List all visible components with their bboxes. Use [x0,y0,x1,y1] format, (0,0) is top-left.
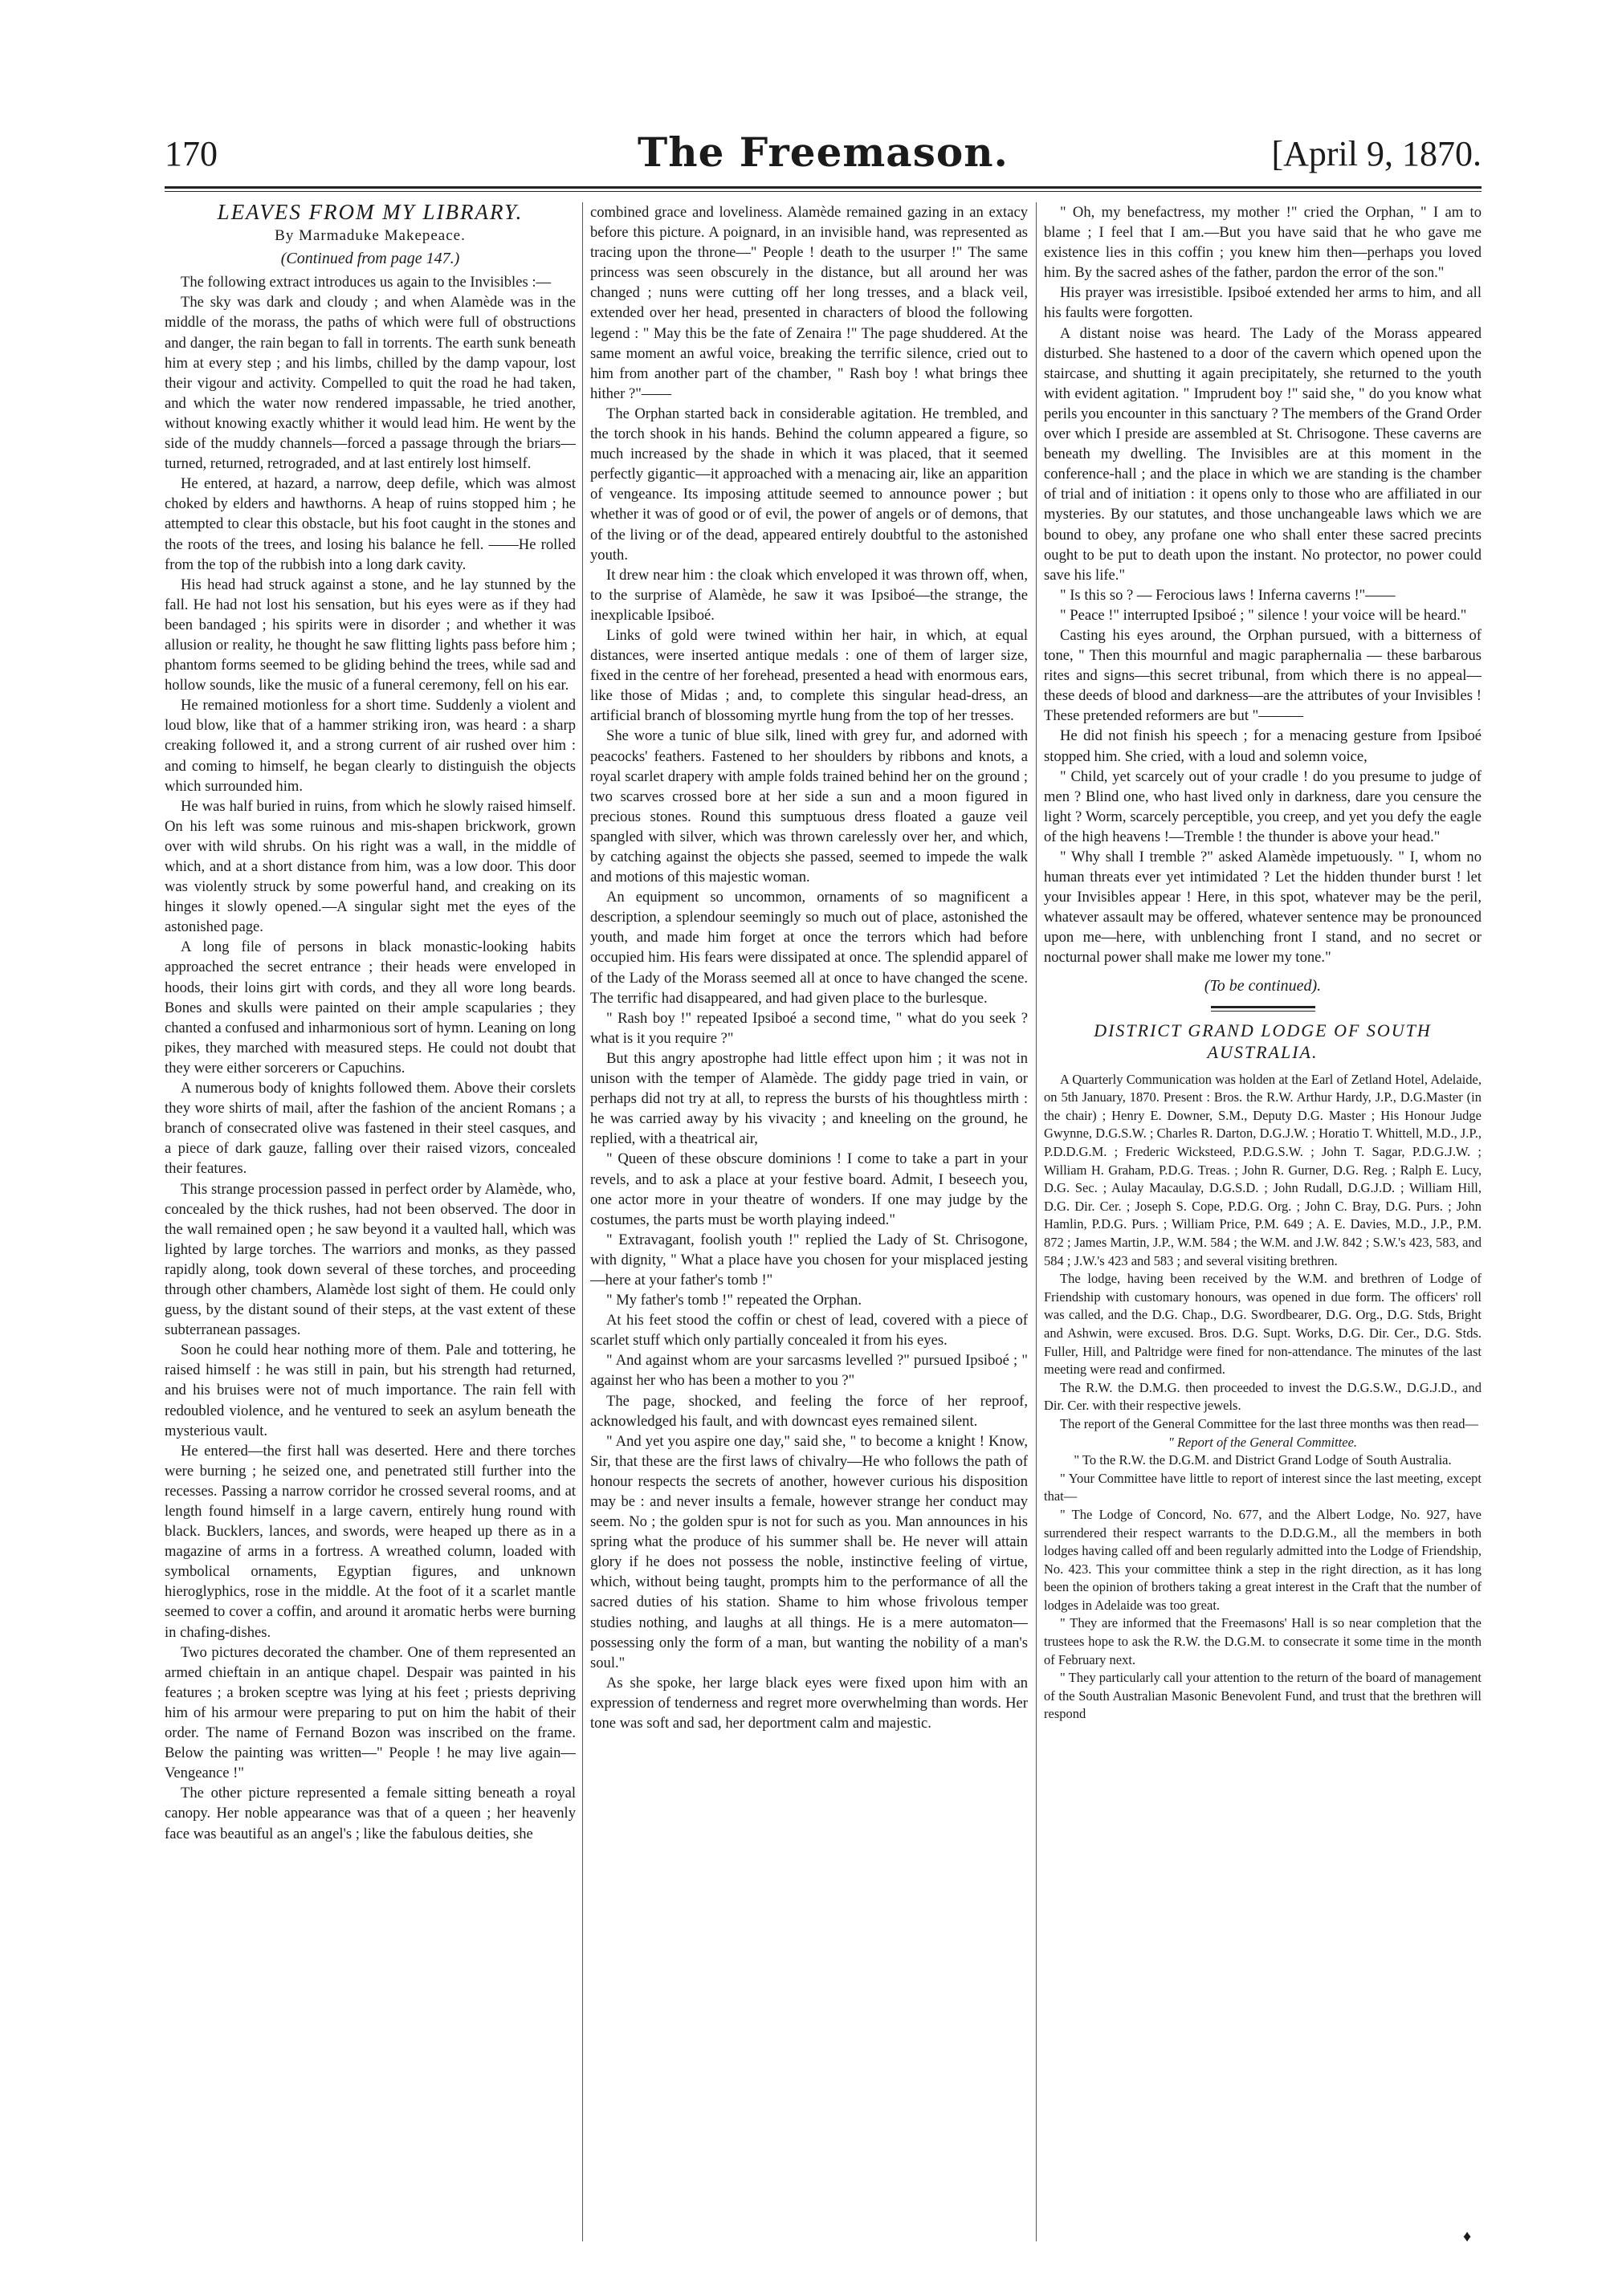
end-mark-icon: ♦ [1463,2228,1472,2245]
paragraph: " Is this so ? — Ferocious laws ! Inferna caverns !"—— [1060,586,1396,604]
paragraph: His prayer was irresistible. Ipsiboé extended her arms to him, and all his faults were forgotten. [1044,284,1482,322]
paragraph: " And against whom are your sarcasms levelled ?" pursued Ipsiboé ; " against her who has been a mother to you ?" [590,1352,1028,1390]
issue-date: [April 9, 1870. [1271,134,1482,173]
paragraph: " Your Committee have little to report of interest since the last meeting, except that— [1044,1470,1482,1504]
paragraph: " Child, yet scarcely out of your cradle ! do you presume to judge of men ? Blind one, who hast lived only in darkness, dare you censure the light ? Worm, scarcely perceptible, you creep, and yet you defy the eagle of the high heavens !—Tremble ! the thunder is above your head." [1044,767,1482,845]
paragraph: Links of gold were twined within her hair, in which, at equal distances, were inserted antique medals : one of them of larger size, fixed in the centre of her forehead, presented a head with enormous ears, like those of Midas ; and, to complete this singular head-dress, an artificial branch of blossoming myrtle hung from the top of her tresses. [590,626,1028,725]
paragraph: It drew near him : the cloak which enveloped it was thrown off, when, to the surprise of Alamède, he saw it was Ipsiboé—the strange, the inexplicable Ipsiboé. [590,566,1028,624]
paragraph: " Extravagant, foolish youth !" replied the Lady of St. Chrisogone, with dignity, " What a place have you chosen for your misplaced jesting—here at your father's tomb !" [590,1231,1028,1288]
paragraph: The sky was dark and cloudy ; and when Alamède was in the middle of the morass, the paths of which were full of obstructions and danger, the rain began to fall in torrents. The earth sunk beneath him at every step ; and his limbs, chilled by the damp vapour, lost their vigour and activity. Compelled to quit the road he had taken, and which the water now rendered impassable, he tried another, without knowing exactly whither it would lead him. He went by the side of the muddy channels—forced a passage through the briars—turned, returned, retrograded, and at last entirely lost himself. [165,294,576,473]
paragraph: " To the R.W. the D.G.M. and District Grand Lodge of South Australia. [1074,1452,1452,1468]
continued-note: (Continued from page 147.) [280,250,460,268]
paragraph: He entered, at hazard, a narrow, deep defile, which was almost choked by elders and hawthorns. A heap of ruins stopped him ; he attempted to clear this obstacle, but his foot caught in the stones and the roots of the trees, and losing his balance he fell. ——He rolled from the top of the rubbish into a long dark cavity. [165,475,576,573]
masthead [165,128,1482,185]
paragraph: " My father's tomb !" repeated the Orphan. [606,1292,862,1309]
paragraph: " Why shall I tremble ?" asked Alamède impetuously. " I, whom no human threats ever yet intimidated ? Let the hidden thunder burst ! let your Invisibles appear ! Here, in this spot, whatever may be the peril, whatever assault may be offered, whatever sentence may be pronounced upon me—here, with unblenching front I stand, and no secret or nocturnal power shall make me lower my tone." [1044,849,1482,967]
paragraph: " Peace !" interrupted Ipsiboé ; " silence ! your voice will be heard." [1060,606,1467,624]
paragraph: The Orphan started back in considerable agitation. He trembled, and the torch shook in his hands. Behind the column appeared a figure, so much increased by the shade in which it was placed, that it seemed perfectly gigantic—it approached with a menacing air, like an apparition of vengeance. Its imposing attitude seemed to announce power ; but whether it was of good or of evil, the power of angels or of demons, that of the living or of the dead, appeared entirely doubtful to the astonished youth. [590,405,1028,564]
paragraph: He remained motionless for a short time. Suddenly a violent and loud blow, like that of a hammer striking iron, was heard : a sharp creaking followed it, and a strong current of air rushed over him : and coming to himself, he began clearly to distinguish the objects which surrounded him. [165,697,576,795]
paragraph: " Report of the General Committee. [1168,1434,1358,1450]
lodge-report-body [1044,1071,1482,1724]
column-1 [165,202,576,2257]
lodge-report-title: DISTRICT GRAND LODGE OF SOUTH AUSTRALIA. [1094,1020,1432,1062]
paragraph: A Quarterly Communication was holden at the Earl of Zetland Hotel, Adelaide, on 5th January, 1870. Present : Bros. the R.W. Arthur Hardy, J.P., D.G.Master (in the chair) ; Henry E. Downer, S.M., Deputy D.G. Master ; His Honour Judge Gwynne, D.G.S.W. ; Charles R. Darton, D.G.J.W. ; Horatio T. Whittell, M.D., J.P., P.D.D.G.M. ; Frederic Wicksteed, P.D.G.S.W. ; John T. Sagar, P.D.G.J.W. ; William H. Graham, P.D.G. Treas. ; John R. Gurner, D.G. Reg. ; Ralph E. Lucy, D.G. Sec. ; Aulay Macaulay, D.G.S.D. ; John Rudall, D.G.J.D. ; William Hill, D.G. Dir. Cer. ; Joseph S. Cope, P.D.G. Org. ; John C. Bray, D.G. Purs. ; John Hamlin, P.D.G. Purs. ; William Price, P.M. 649 ; A. E. Davies, M.D., J.P., P.M. 872 ; James Martin, J.P., W.M. 584 ; the W.M. and J.W. 842 ; S.W.'s 423, 583, and 584 ; J.W.'s 423 and 583 ; and several visiting brethren. [1044,1071,1482,1268]
paragraph: The page, shocked, and feeling the force of her reproof, acknowledged his fault, and with downcast eyes remained silent. [590,1392,1028,1430]
paragraph: An equipment so uncommon, ornaments of so magnificent a description, a splendour seemingly so much out of place, astonished the youth, and made him forget at once the terrors which had before occupied him. His fears were dissipated at once. The splendid apparel of of the Lady of the Morass seemed all at once to have changed the scene. The terrific had disappeared, and had given place to the burlesque. [590,889,1028,1007]
paragraph: combined grace and loveliness. Alamède remained gazing in an extacy before this picture. A poignard, in an invisible hand, was represented as tracing upon the throne—" People ! death to the usurper !" The same princess was seen obscurely in the distance, but all around her was changed ; nuns were cutting off her long tresses, and a black veil, extended over her head, presented in characters of blood the following legend : " May this be the fate of Zenaira !" The page shuddered. At the same moment an awful voice, breaking the terrific silence, cried out to him from another part of the chamber, " Rash boy ! what brings thee hither ?"—— [590,204,1028,402]
paragraph: But this angry apostrophe had little effect upon him ; it was not in unison with the temper of Alamède. The giddy page tried in vain, or perhaps did not try at all, to repress the bursts of his thoughtless mirth : he was carried away by his vivacity ; and kneeling on the ground, he replied, with a theatrical air, [590,1049,1028,1148]
paragraph: The R.W. the D.M.G. then proceeded to invest the D.G.S.W., D.G.J.D., and Dir. Cer. with their respective jewels. [1044,1379,1482,1414]
column-3-body [1044,202,1482,968]
paragraph: Two pictures decorated the chamber. One of them represented an armed chieftain in an antique chapel. Despair was painted in his features ; a broken sceptre was lying at his feet ; priests depriving him of his armour were preparing to put on him the habit of their order. The name of Fernand Bozon was inscribed on the frame. Below the painting was written—" People ! he may live again—Vengeance !" [165,1643,576,1782]
paragraph: He was half buried in ruins, from which he slowly raised himself. On his left was some ruinous and mis-shapen brickwork, grown over with wild shrubs. On his right was a wall, in the middle of which, and at a short distance from him, was a low door. This door was violently struck by some powerful hand, and creaking on its hinges it slowly opened.—A singular sight met the eyes of the astonished page. [165,797,576,936]
paragraph: The following extract introduces us again to the Invisibles :— [181,274,552,291]
column-2-body [590,202,1028,1733]
masthead-rule [165,186,1482,192]
paragraph: The other picture represented a female sitting beneath a royal canopy. Her noble appearance was that of a queen ; her heavenly face was beautiful as an angel's ; like the fabulous deities, she [165,1785,576,1842]
paragraph: Soon he could hear nothing more of them. Pale and tottering, he raised himself : he was still in pain, but his strength had returned, and his bruises were not of much importance. The rain fell with redoubled violence, and he ventured to seek an asylum beneath the mysterious vault. [165,1341,576,1439]
paragraph: The report of the General Committee for the last three months was then read— [1060,1415,1478,1431]
paragraph: A long file of persons in black monastic-looking habits approached the secret entrance ; their heads were enveloped in hoods, their loins girt with cords, and they all wore long beards. Bones and skulls were painted on their ample scapularies ; they chanted a confused and inharmonious sort of hymn. Leaning on long pikes, they marched with measured steps. He could not doubt that they were either sorcerers or Capuchins. [165,938,576,1077]
paragraph: As she spoke, her large black eyes were fixed upon him with an expression of tenderness and regret more overwhelming than words. Her tone was soft and sad, her deportment calm and majestic. [590,1674,1028,1732]
paragraph: The lodge, having been received by the W.M. and brethren of Lodge of Friendship with customary honours, was opened in due form. The officers' roll was called, and the D.G. Chap., D.G. Swordbearer, D.G. Org., D.G. Stds, Bright and Ashwin, were excused. Bros. D.G. Supt. Works, D.G. Dir. Cer., D.G. Stds. Fuller, Hill, and Paltridge were fined for non-attendance. The minutes of the last meeting were read and confirmed. [1044,1271,1482,1378]
column-divider [1036,202,1037,2241]
paragraph: " Queen of these obscure dominions ! I come to take a part in your revels, and to ask a place at your festive board. Admit, I beseech you, one actor more in your theatre of wonders. If one may judge by the costumes, the parts must be worth playing indeed." [590,1150,1028,1228]
paragraph: " They are informed that the Freemasons' Hall is so near completion that the trustees hope to ask the R.W. the D.G.M. to consecrate it some time in the month of February next. [1044,1615,1482,1667]
column-1-body [165,272,576,1843]
paragraph: His head had struck against a stone, and he lay stunned by the fall. He had not lost his sensation, but his eyes were as if they had been bandaged ; his spirits were in disorder ; and whether it was allusion or reality, he thought he saw flitting lights pass before him ; phantom forms seemed to be gliding behind the trees, while sad and hollow sounds, like the music of a funeral ceremony, fell on his ear. [165,576,576,694]
paragraph: He entered—the first hall was deserted. Here and there torches were burning ; he seized one, and penetrated still further into the recesses. Passing a narrow corridor he crossed several rooms, and at length found himself in a large cavern, entirely hung round with black. Bucklers, lances, and swords, were heaped up there as in a magazine of arms in a fortress. A wreathed column, loaded with symbolical ornaments, Egyptian figures, and unknown hieroglyphics, rose in the middle. At the foot of it a scarlet mantle seemed to cover a coffin, and around it aromatic herbs were burning in chafing-dishes. [165,1442,576,1641]
newspaper-title: The Freemason. [638,128,1009,176]
to-be-continued: (To be continued). [1204,976,1322,995]
paragraph: Casting his eyes around, the Orphan pursued, with a bitterness of tone, " Then this mournful and magic paraphernalia — these barbarous rites and signs—this secret tribunal, from which there is no appeal—these deeds of blood and darkness—are the attributes of your Invisibles ! These pretended reformers are but "——— [1044,626,1482,725]
section-rule [1211,1006,1315,1012]
paragraph: This strange procession passed in perfect order by Alamède, who, concealed by the thick rushes, had not been observed. The door in the wall remained open ; he saw beyond it a vaulted hall, which was lighted by large torches. The warriors and monks, as they passed rapidly along, took down several of these torches, and proceeding through other chambers, Alamède lost sight of them. He could only guess, by the distant sound of their steps, at the vast extent of these subterranean passages. [165,1180,576,1339]
paragraph: She wore a tunic of blue silk, lined with grey fur, and adorned with peacocks' feathers. Fastened to her shoulders by ribbons and knots, a royal scarlet drapery with ample folds trained behind her on the ground ; two scarves crossed bore at her side a sun and a moon figured in precious stones. Round this sumptuous dress floated a gauze veil spangled with silver, which was thrown carelessly over her, and which, by catching against the objects she passed, seemed to impede the walk and motions of this majestic woman. [590,727,1028,886]
article-title: LEAVES FROM MY LIBRARY. [217,202,524,224]
paragraph: A numerous body of knights followed them. Above their corslets they wore shirts of mail, after the fashion of the ancient Romans ; a branch of consecrated olive was fastened in their steel casques, and a piece of dark gauze, falling over their raised vizors, concealed their features. [165,1080,576,1178]
column-divider [582,202,583,2241]
paragraph: " And yet you aspire one day," said she, " to become a knight ! Know, Sir, that these are the first laws of chivalry—He who follows the path of honour respects the secrets of another, however curious his disposition may be : and never insults a female, however strange her conduct may seem. No ; the golden spur is not for such as you. Man announces in his spring what the produce of his summer shall be. He never will attain glory if he does not possess the noble, instinctive feeling of virtue, which, without being taught, prompts him to the performance of all the sacred duties of his station. Shame to him whose frivolous temper studies nothing, and laughs at all things. He is a mere automaton—possessing only the form of a man, but wanting the nobility of a man's soul." [590,1432,1028,1671]
paragraph: " The Lodge of Concord, No. 677, and the Albert Lodge, No. 927, have surrendered their respect warrants to the D.D.G.M., all the members in both lodges having called off and been regularly admitted into the Lodge of Friendship, No. 423. This your committee think a step in the right direction, as it has long been the opinion of brothers taking a great interest in the Craft that the number of lodges in Adelaide was too great. [1044,1506,1482,1613]
paragraph: He did not finish his speech ; for a menacing gesture from Ipsiboé stopped him. She cried, with a loud and solemn voice, [1044,727,1482,765]
page-number: 170 [165,134,218,173]
column-2 [590,202,1028,2257]
paragraph: At his feet stood the coffin or chest of lead, covered with a piece of scarlet stuff which only partially concealed it from his eyes. [590,1312,1028,1350]
paragraph: " They particularly call your attention to the return of the board of management of the South Australian Masonic Benevolent Fund, and trust that the brethren will respond [1044,1670,1482,1722]
paragraph: " Rash boy !" repeated Ipsiboé a second time, " what do you seek ? what is it you require ?" [590,1009,1028,1047]
paragraph: " Oh, my benefactress, my mother !" cried the Orphan, " I am to blame ; I feel that I am.—But you have said that he who gave me existence lies in this coffin ; you knew him then—perhaps you loved him. By the sacred ashes of the father, pardon the error of the son." [1044,204,1482,282]
column-3 [1044,202,1482,2257]
article-byline: By Marmaduke Makepeace. [275,227,466,245]
paragraph: A distant noise was heard. The Lady of the Morass appeared disturbed. She hastened to a door of the cavern which opened upon the staircase, and shutting it again precipitately, she returned to the youth with evident agitation. " Imprudent boy !" said she, " do you know what perils you encounter in this sanctuary ? The members of the Grand Order over which I preside are assembled at St. Chrisogone. These caverns are beneath my dwelling. The Invisibles are at this moment in the conference-hall ; and the place in which we are standing is the chamber of trial and of initiation : it opens only to those who are affiliated in our mysteries. By our statutes, and those unchangeable laws which we are bound to obey, any profane one who shall enter these sacred precints ought to be put to death upon the instant. No protector, no power could save his life." [1044,324,1482,584]
